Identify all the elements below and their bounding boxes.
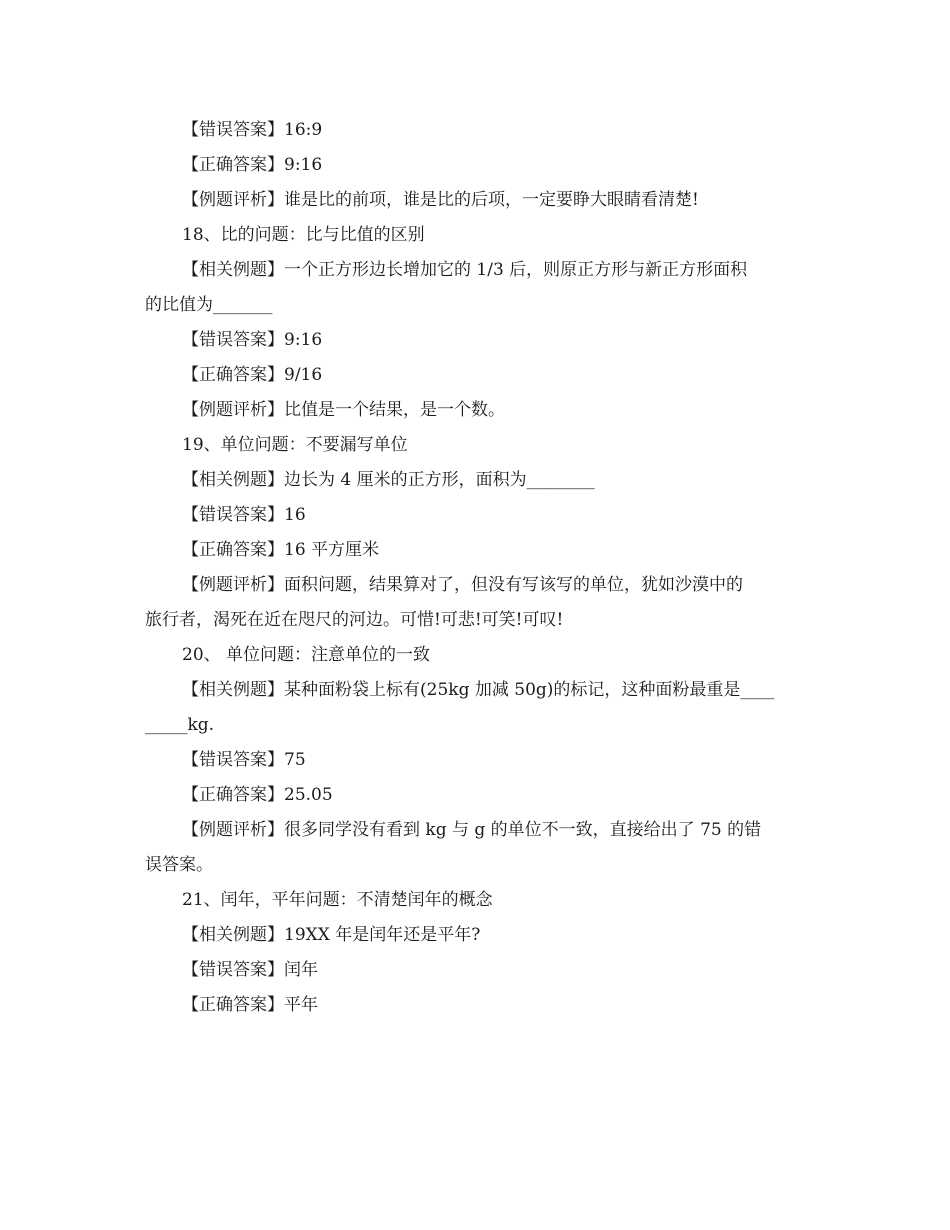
text-line: 【正确答案】16 平方厘米 (182, 540, 380, 560)
text-line: 【相关例题】一个正方形边长增加它的 1/3 后，则原正方形与新正方形面积 (182, 260, 748, 280)
text-line: 旅行者，渴死在近在咫尺的河边。可惜!可悲!可笑!可叹! (145, 610, 564, 630)
text-line: 误答案。 (145, 855, 213, 875)
text-line: 【相关例题】边长为 4 厘米的正方形，面积为________ (182, 470, 595, 490)
text-line: 【错误答案】闰年 (182, 960, 318, 980)
text-line: 【正确答案】9/16 (182, 365, 323, 385)
text-line: 【正确答案】平年 (182, 995, 318, 1015)
text-line: 【错误答案】16:9 (182, 120, 323, 140)
text-line: 的比值为_______ (145, 295, 273, 315)
text-line: 【错误答案】75 (182, 750, 306, 770)
text-line: _____kg. (145, 715, 215, 735)
section-heading: 20、 单位问题：注意单位的一致 (182, 645, 431, 665)
text-line: 【例题评析】面积问题，结果算对了，但没有写该写的单位，犹如沙漠中的 (182, 575, 743, 595)
section-heading: 19、单位问题：不要漏写单位 (182, 435, 408, 455)
text-line: 【正确答案】25.05 (182, 785, 333, 805)
section-heading: 18、比的问题：比与比值的区别 (182, 225, 425, 245)
text-line: 【例题评析】比值是一个结果，是一个数。 (182, 400, 505, 420)
section-heading: 21、闰年，平年问题：不清楚闰年的概念 (182, 890, 493, 910)
text-line: 【例题评析】谁是比的前项，谁是比的后项，一定要睁大眼睛看清楚! (182, 190, 699, 210)
text-line: 【错误答案】16 (182, 505, 306, 525)
text-line: 【相关例题】某种面粉袋上标有(25kg 加减 50g)的标记，这种面粉最重是____ (182, 680, 775, 700)
text-line: 【例题评析】很多同学没有看到 kg 与 g 的单位不一致，直接给出了 75 的错 (182, 820, 762, 840)
text-line: 【错误答案】9:16 (182, 330, 323, 350)
text-line: 【正确答案】9:16 (182, 155, 323, 175)
text-line: 【相关例题】19XX 年是闰年还是平年? (182, 925, 481, 945)
document-body (145, 113, 810, 1023)
